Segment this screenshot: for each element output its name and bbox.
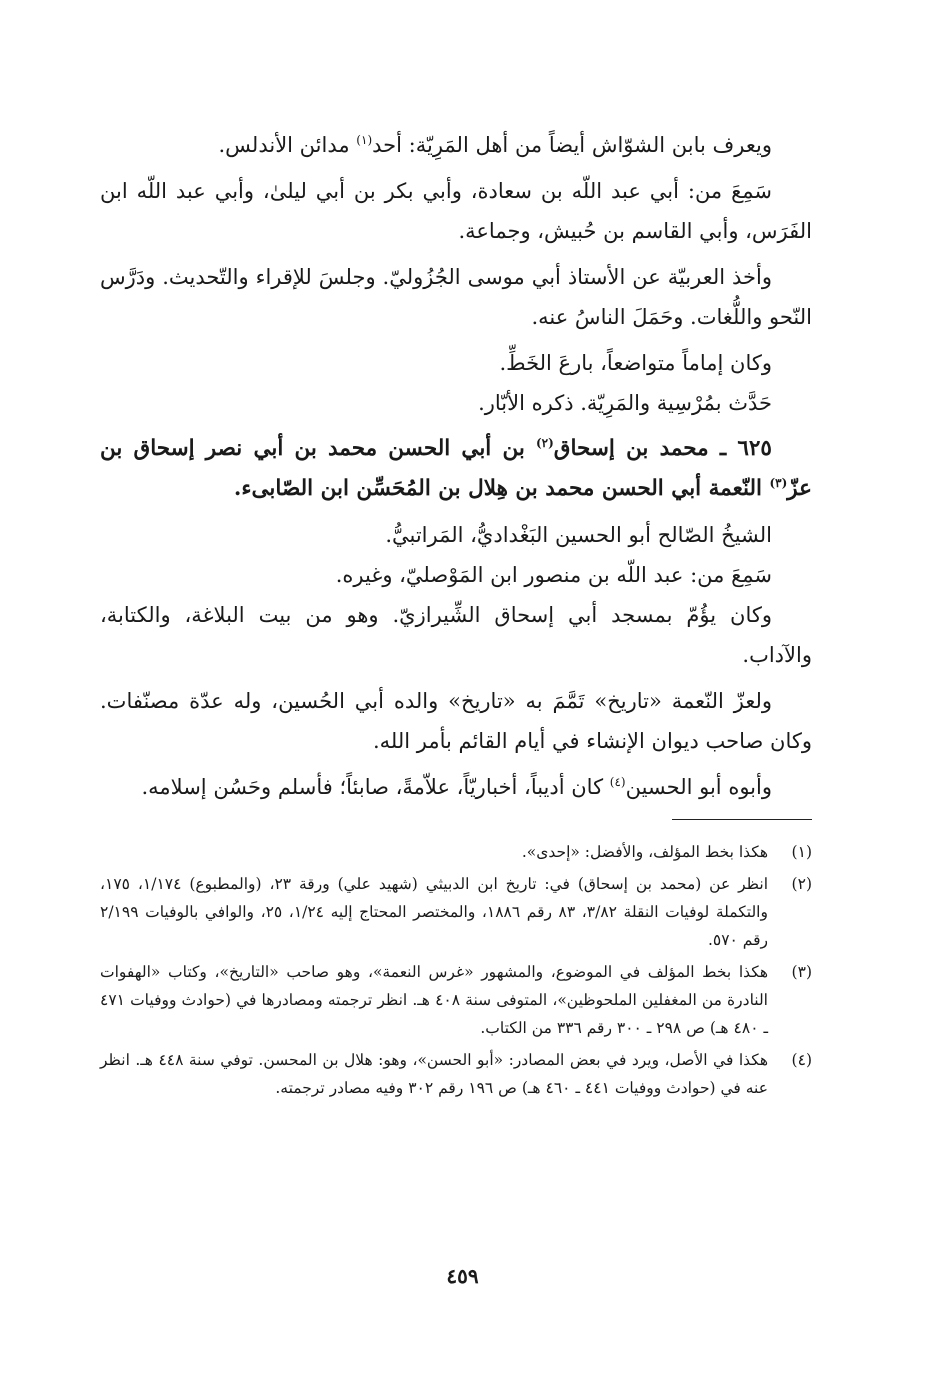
paragraph-1-text: ويعرف بابن الشوّاش أيضاً من أهل المَرِيّة: أحد <box>372 133 772 157</box>
footnote-number: (٣) <box>791 963 812 981</box>
footnote-text: هكذا في الأصل، ويرد في بعض المصادر: «أبو الحسن»، وهو: هلال بن المحسن. توفي سنة ٤٤٨ هـ. انظر عنه في (حوادث ووفيات ٤٤١ ـ ٤٦٠ هـ) ص ١٩٦ رقم ٣٠٢ وفيه مصادر ترجمته. <box>100 1051 768 1097</box>
entry-heading-part-c: النّعمة أبي الحسن محمد بن هِلال بن المُحَسِّن ابن الصّابىء. <box>233 476 770 501</box>
footnote-text: هكذا بخط المؤلف، والأفضل: «إحدى». <box>521 843 768 861</box>
entry-heading-part-a: ٦٢٥ ـ محمد بن إسحاق <box>553 436 772 461</box>
paragraph-9: ولعزّ النّعمة «تاريخ» تَمَّمَ به «تاريخ» والده أبي الحُسين، وله عدّة مصنّفات. وكان صاحب ديوان الإنشاء في أيام القائم بأمر الله. <box>100 689 812 753</box>
footnote-4 <box>100 1046 812 1102</box>
paragraph-10-end: كان أديباً، أخباريّاً، علاّمةً، صابئاً؛ فأسلم وحَسُن إسلامه. <box>141 775 610 799</box>
footnote-text: هكذا بخط المؤلف في الموضوع، والمشهور «غرس النعمة»، وهو صاحب «التاريخ»، وكتاب «الهفوات النادرة من المغفلين الملحوظين»، المتوفى سنة ٤٠٨ هـ. انظر ترجمته ومصادرها في (حوادث ووفيات ٤٧١ ـ ٤٨٠ هـ) ص ٢٩٨ ـ ٣٠٠ رقم ٣٣٦ من الكتاب. <box>100 963 768 1037</box>
paragraph-7: سَمِعَ من: عبد اللّه بن منصور ابن المَوْصليّ، وغيره. <box>335 563 772 587</box>
paragraph-1 <box>100 125 812 165</box>
footnote-text: انظر عن (محمد بن إسحاق) في: تاريخ ابن الدبيثي (شهيد علي) ورقة ٢٣، (والمطبوع) ١/١٧٤، ١٧٥، والتكملة لوفيات النقلة ٣/٨٢، ٨٣ رقم ١٨٨٦، والمختصر المحتاج إليه ١/٢٤، ٢٥، والوافي بالوفيات ٢/١٩٩ رقم ٥٧٠. <box>100 875 769 949</box>
footnote-3 <box>100 958 812 1042</box>
entry-heading-625 <box>100 429 812 509</box>
footnote-ref-4[interactable]: (٤) <box>609 775 626 789</box>
paragraph-1-end: مدائن الأندلس. <box>218 133 357 157</box>
footnote-number: (٢) <box>791 875 812 893</box>
page-body <box>100 125 812 1106</box>
paragraph-3: وأخذ العربيّة عن الأستاذ أبي موسى الجُزُوليّ. وجلسَ للإقراء والتّحديث. ودَرَّس النّحو واللُّغات. وحَمَلَ الناسُ عنه. <box>100 265 812 329</box>
paragraph-4: وكان إماماً متواضعاً، بارعَ الخَطِّ. <box>499 351 772 375</box>
page-number: ٤٥٩ <box>446 1264 479 1288</box>
footnote-separator <box>672 819 812 820</box>
footnote-2 <box>100 870 812 954</box>
footnote-number: (٤) <box>791 1051 812 1069</box>
paragraph-6: الشيخُ الصّالح أبو الحسين البَغْداديُّ، المَراتبيُّ. <box>385 523 772 547</box>
footnotes <box>100 838 812 1102</box>
paragraph-2: سَمِعَ من: أبي عبد اللّه بن سعادة، وأبي بكر بن أبي ليلىٰ، وأبي عبد اللّه ابن الفَرَس، وأبي القاسم بن حُبيش، وجماعة. <box>100 179 812 243</box>
footnote-ref-3[interactable]: (٣) <box>769 475 788 490</box>
paragraph-8: وكان يؤُمّ بمسجد أبي إسحاق الشِّيرازيّ. وهو من بيت البلاغة، والكتابة، والآداب. <box>100 603 812 667</box>
paragraph-5: حَدَّث بمُرْسِية والمَرِيّة. ذكره الأبّار. <box>478 391 772 415</box>
footnote-number: (١) <box>791 843 812 861</box>
paragraph-10 <box>100 767 812 807</box>
entry-heading-part-b: بن أبي الحسن محمد بن أبي نصر إسحاق بن عزّ <box>100 436 812 501</box>
paragraph-10-text: وأبوه أبو الحسين <box>625 775 772 799</box>
footnote-1 <box>100 838 812 866</box>
footnote-ref-2[interactable]: (٢) <box>535 435 554 450</box>
footnote-ref-1[interactable]: (١) <box>356 133 373 147</box>
